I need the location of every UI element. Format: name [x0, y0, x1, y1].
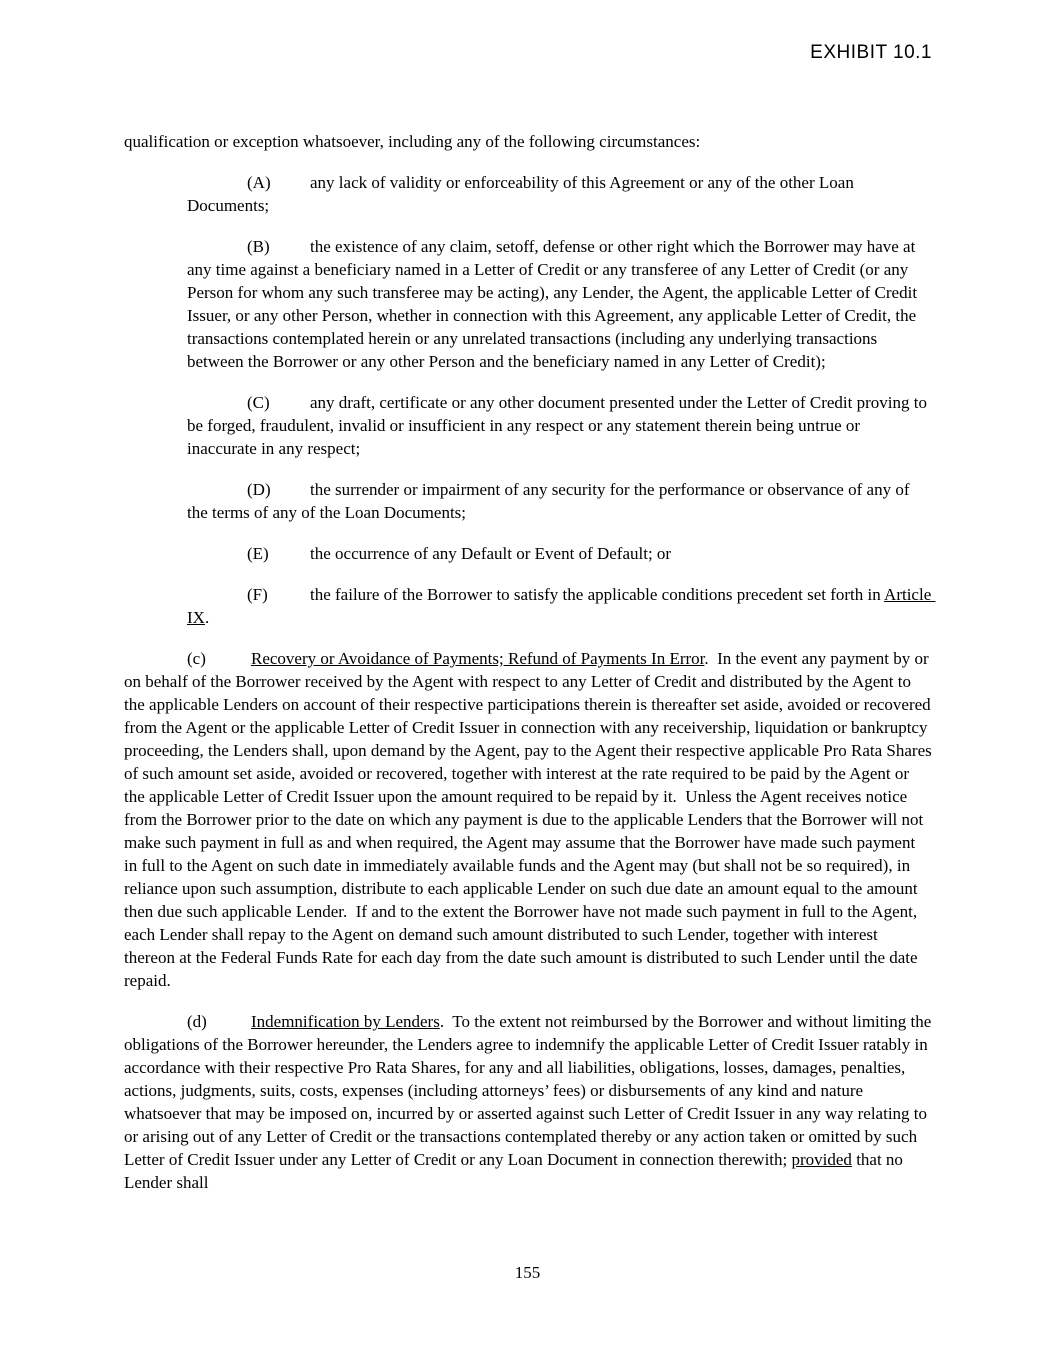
subclause-C-text: any draft, certificate or any other document presented under the Letter of Credit proving to be forged, fraudulent, invalid or insufficient in any respect or any statement therein being untrue or inaccurate in any respect; [187, 393, 932, 458]
subclause-B-letter: (B) [247, 237, 270, 256]
clause-c [124, 647, 936, 992]
clause-d-text-end: that no Lender shall [124, 1150, 908, 1192]
subclause-A-text: any lack of validity or enforceability of this Agreement or any of the other Loan Documents; [187, 173, 859, 215]
subclause-F [187, 583, 936, 629]
subclause-E-text: the occurrence of any Default or Event of Default; or [310, 544, 672, 563]
subclause-F-text-end: . [204, 608, 210, 627]
article-ix-reference: Article IX [187, 585, 936, 627]
subclause-D-letter: (D) [247, 480, 271, 499]
subclause-C-letter: (C) [247, 393, 270, 412]
subclause-D-text: the surrender or impairment of any security for the performance or observance of any of the terms of any of the Loan Documents; [187, 480, 914, 522]
clause-c-text: . In the event any payment by or on behalf of the Borrower received by the Agent with respect to any Letter of Credit and distributed by the Agent to the applicable Lenders on account of their respective participations therein is thereafter set aside, avoided or recovered from the Agent or the applicable Letter of Credit Issuer in connection with any receivership, liquidation or bankruptcy proceeding, the Lenders shall, upon demand by the Agent, pay to the Agent their respective applicable Pro Rata Shares of such amount set aside, avoided or recovered, together with interest at the rate required to be paid by the Agent or the applicable Letter of Credit Issuer upon the amount required to be repaid by it. Unless the Agent receives notice from the Borrower prior to the date on which any payment is due to the applicable Lenders that the Borrower will not make such payment in full as and when required, the Agent may assume that the Borrower have made such payment in full to the Agent on such date in immediately available funds and the Agent may (but shall not be so required), in reliance upon such assumption, distribute to each applicable Lender on such due date an amount equal to the amount then due such applicable Lender. If and to the extent the Borrower have not made such payment in full to the Agent, each Lender shall repay to the Agent on demand such amount distributed to such Lender, together with interest thereon at the Federal Funds Rate for each day from the date such amount is distributed to such Lender until the date repaid. [124, 649, 936, 990]
clause-d-heading: Indemnification by Lenders [251, 1012, 440, 1031]
page-number: 155 [514, 1263, 541, 1282]
subclause-D [187, 478, 932, 524]
subclause-A [187, 171, 932, 217]
subclause-B-text: the existence of any claim, setoff, defense or other right which the Borrower may have at any time against a beneficiary named in a Letter of Credit or any transferee of any Letter of Credit (or any Person for whom any such transferee may be acting), any Lender, the Agent, the applicable Letter of Credit Issuer, or any other Person, whether in connection with this Agreement, any applicable Letter of Credit, the transactions contemplated herein or any unrelated transactions (including any underlying transactions between the Borrower or any other Person and the beneficiary named in any Letter of Credit); [187, 237, 922, 371]
clause-c-letter: (c) [187, 649, 206, 668]
subclause-F-letter: (F) [247, 585, 268, 604]
intro-paragraph: qualification or exception whatsoever, including any of the following circumstances: [124, 132, 701, 151]
clause-d-text: . To the extent not reimbursed by the Borrower and without limiting the obligations of the Borrower hereunder, the Lenders agree to indemnify the applicable Letter of Credit Issuer ratably in accordance with their respective Pro Rata Shares, for any and all liabilities, obligations, losses, damages, penalties, actions, judgments, suits, costs, expenses (including attorneys’ fees) or disbursements of any kind and nature whatsoever that may be imposed on, incurred by or asserted against such Letter of Credit Issuer in any way relating to or arising out of any Letter of Credit or the transactions contemplated thereby or any action taken or omitted by such Letter of Credit Issuer under any Letter of Credit or any Loan Document in connection therewith; [124, 1012, 936, 1169]
clause-d-letter: (d) [187, 1012, 207, 1031]
proviso-term: provided [791, 1150, 852, 1169]
subclause-F-text: the failure of the Borrower to satisfy the applicable conditions precedent set forth in [310, 585, 885, 604]
subclause-C [187, 391, 932, 460]
subclause-E-letter: (E) [247, 544, 269, 563]
subclause-E [187, 542, 932, 565]
exhibit-label: EXHIBIT 10.1 [810, 42, 932, 63]
clause-c-heading: Recovery or Avoidance of Payments; Refund of Payments In Error [251, 649, 705, 668]
subclause-A-letter: (A) [247, 173, 271, 192]
subclause-B [187, 235, 932, 373]
clause-d [124, 1010, 936, 1194]
